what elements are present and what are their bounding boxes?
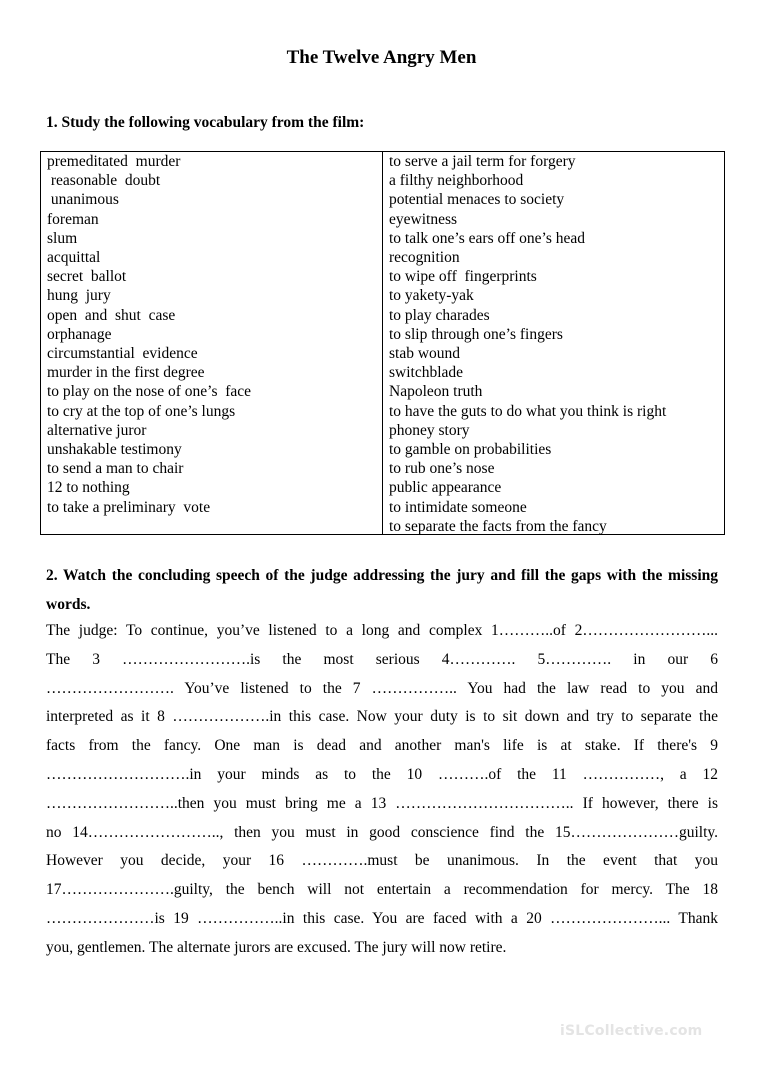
vocab-item: to yakety-yak <box>389 287 474 305</box>
vocab-item: circumstantial evidence <box>47 345 198 363</box>
passage-line: …………………is 19 ……………..in this case. You are faced with a 20 …………………... Thank <box>46 909 718 927</box>
vocab-item: to talk one’s ears off one’s head <box>389 229 585 247</box>
vocab-item: acquittal <box>47 249 101 267</box>
vocab-item: to gamble on probabilities <box>389 441 552 459</box>
vocab-item: open and shut case <box>47 306 176 324</box>
passage-line: you, gentlemen. The alternate jurors are excused. The jury will now retire. <box>46 938 507 956</box>
vocab-item: to rub one’s nose <box>389 460 495 478</box>
section-2-heading: 2. Watch the concluding speech of the judge addressing the jury and fill the gaps with the missing words. <box>46 567 718 613</box>
vocab-item: to send a man to chair <box>47 460 184 478</box>
passage-line: However you decide, your 16 ………….must be unanimous. In the event that you <box>46 852 718 870</box>
vocab-item: slum <box>47 229 78 247</box>
vocab-item: recognition <box>389 249 460 267</box>
vocabulary-left-column <box>41 152 383 534</box>
passage-line: interpreted as it 8 ……………….in this case. Now your duty is to sit down and try to separate the <box>46 708 718 726</box>
passage-line: facts from the fancy. One man is dead and another man's life is at stake. If there's 9 <box>46 737 718 755</box>
vocab-item: unshakable testimony <box>47 441 182 459</box>
vocab-item: public appearance <box>389 479 502 497</box>
vocab-item: potential menaces to society <box>389 191 565 209</box>
vocab-item: to take a preliminary vote <box>47 498 211 516</box>
vocab-item: 12 to nothing <box>47 479 130 497</box>
passage-line: no 14…………………….., then you must in good conscience find the 15…………………guilty. <box>46 823 718 841</box>
vocab-item: to serve a jail term for forgery <box>389 153 576 170</box>
vocab-item: to separate the facts from the fancy <box>389 517 607 535</box>
vocab-item: to intimidate someone <box>389 498 527 516</box>
vocab-item: Napoleon truth <box>389 383 483 401</box>
vocab-item: to play charades <box>389 306 490 324</box>
vocab-item: alternative juror <box>47 421 147 439</box>
passage-line: ……………………….in your minds as to the 10 ……….of the 11 ……………, a 12 <box>46 765 718 783</box>
vocab-item: murder in the first degree <box>47 364 205 382</box>
passage-line: The 3 …………………….is the most serious 4…………. 5…………. in our 6 <box>46 650 718 668</box>
vocab-item: eyewitness <box>389 210 458 228</box>
vocab-item: unanimous <box>47 191 119 209</box>
vocab-item: to cry at the top of one’s lungs <box>47 402 236 420</box>
passage-line: ……………………. You’ve listened to the 7 …………….. You had the law read to you and <box>46 679 718 697</box>
section-1-heading: 1. Study the following vocabulary from the film: <box>46 114 365 131</box>
passage-line: The judge: To continue, you’ve listened to a long and complex 1………..of 2……………………... <box>46 622 718 639</box>
vocab-item: to wipe off fingerprints <box>389 268 537 286</box>
vocab-item: to slip through one’s fingers <box>389 325 563 343</box>
passage-line: ……………………..then you must bring me a 13 …………………………….. If however, there is <box>46 794 718 812</box>
vocab-item: to have the guts to do what you think is right <box>389 402 667 420</box>
vocab-item: secret ballot <box>47 268 127 286</box>
vocab-item: to play on the nose of one’s face <box>47 383 252 401</box>
vocabulary-right-column <box>383 152 724 534</box>
passage-line: 17………………….guilty, the bench will not entertain a recommendation for mercy. The 18 <box>46 881 718 899</box>
vocab-item: premeditated murder <box>47 153 181 170</box>
vocab-item: reasonable doubt <box>47 172 161 190</box>
vocab-item: phoney story <box>389 421 470 439</box>
vocab-item: orphanage <box>47 325 112 343</box>
vocab-item: hung jury <box>47 287 111 305</box>
watermark: iSLCollective.com <box>560 1023 703 1039</box>
vocab-item: foreman <box>47 210 99 228</box>
page-title: The Twelve Angry Men <box>286 47 477 68</box>
vocab-item: a filthy neighborhood <box>389 172 524 190</box>
judge-speech-passage <box>46 617 718 963</box>
vocab-item: stab wound <box>389 345 461 363</box>
vocabulary-table <box>40 151 725 535</box>
vocab-item: switchblade <box>389 364 464 382</box>
